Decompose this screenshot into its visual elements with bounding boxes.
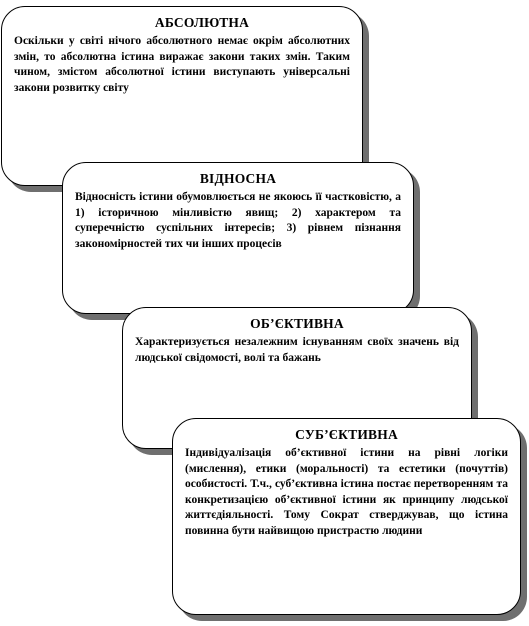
card-absolute [1, 6, 363, 186]
card-objective-title: ОБ’ЄКТИВНА [250, 316, 344, 331]
card-subjective [172, 418, 521, 615]
card-absolute-title: АБСОЛЮТНА [154, 15, 250, 30]
card-subjective-title: СУБ’ЄКТИВНА [295, 427, 398, 442]
card-relative [62, 162, 414, 314]
card-relative-title: ВІДНОСНА [199, 171, 277, 186]
card-subjective-text: Індивідуалізація об’єктивної істини на рівні логіки (мислення), етики (моральності) та естетики (почуттів) особистості. Т.ч., суб’єктивна істина постає перетворенням та конкретизацією об’єктивної істини як принципу людської життєдіяльності. Тому Сократ стверджував, що істина повинна бути найвищою пристрастю людини [185, 447, 508, 537]
card-absolute-text: Оскільки у світі нічого абсолютного немає окрім абсолютних змін, то абсолютна істина виражає закони таких змін. Таким чином, змістом абсолютної істини виступають універсальні закони розвитку світу [14, 35, 350, 94]
card-objective-text: Характеризується незалежним існуванням своїх значень від людської свідомості, волі та бажань [135, 336, 459, 364]
card-relative-text: Відносність істини обумовлюється не якоюсь її частковістю, а 1) історичною мінливістю явищ; 2) характером та суперечністю суспільних інтересів; 3) рівнем пізнання закономірностей тих чи інших процесів [75, 191, 401, 250]
